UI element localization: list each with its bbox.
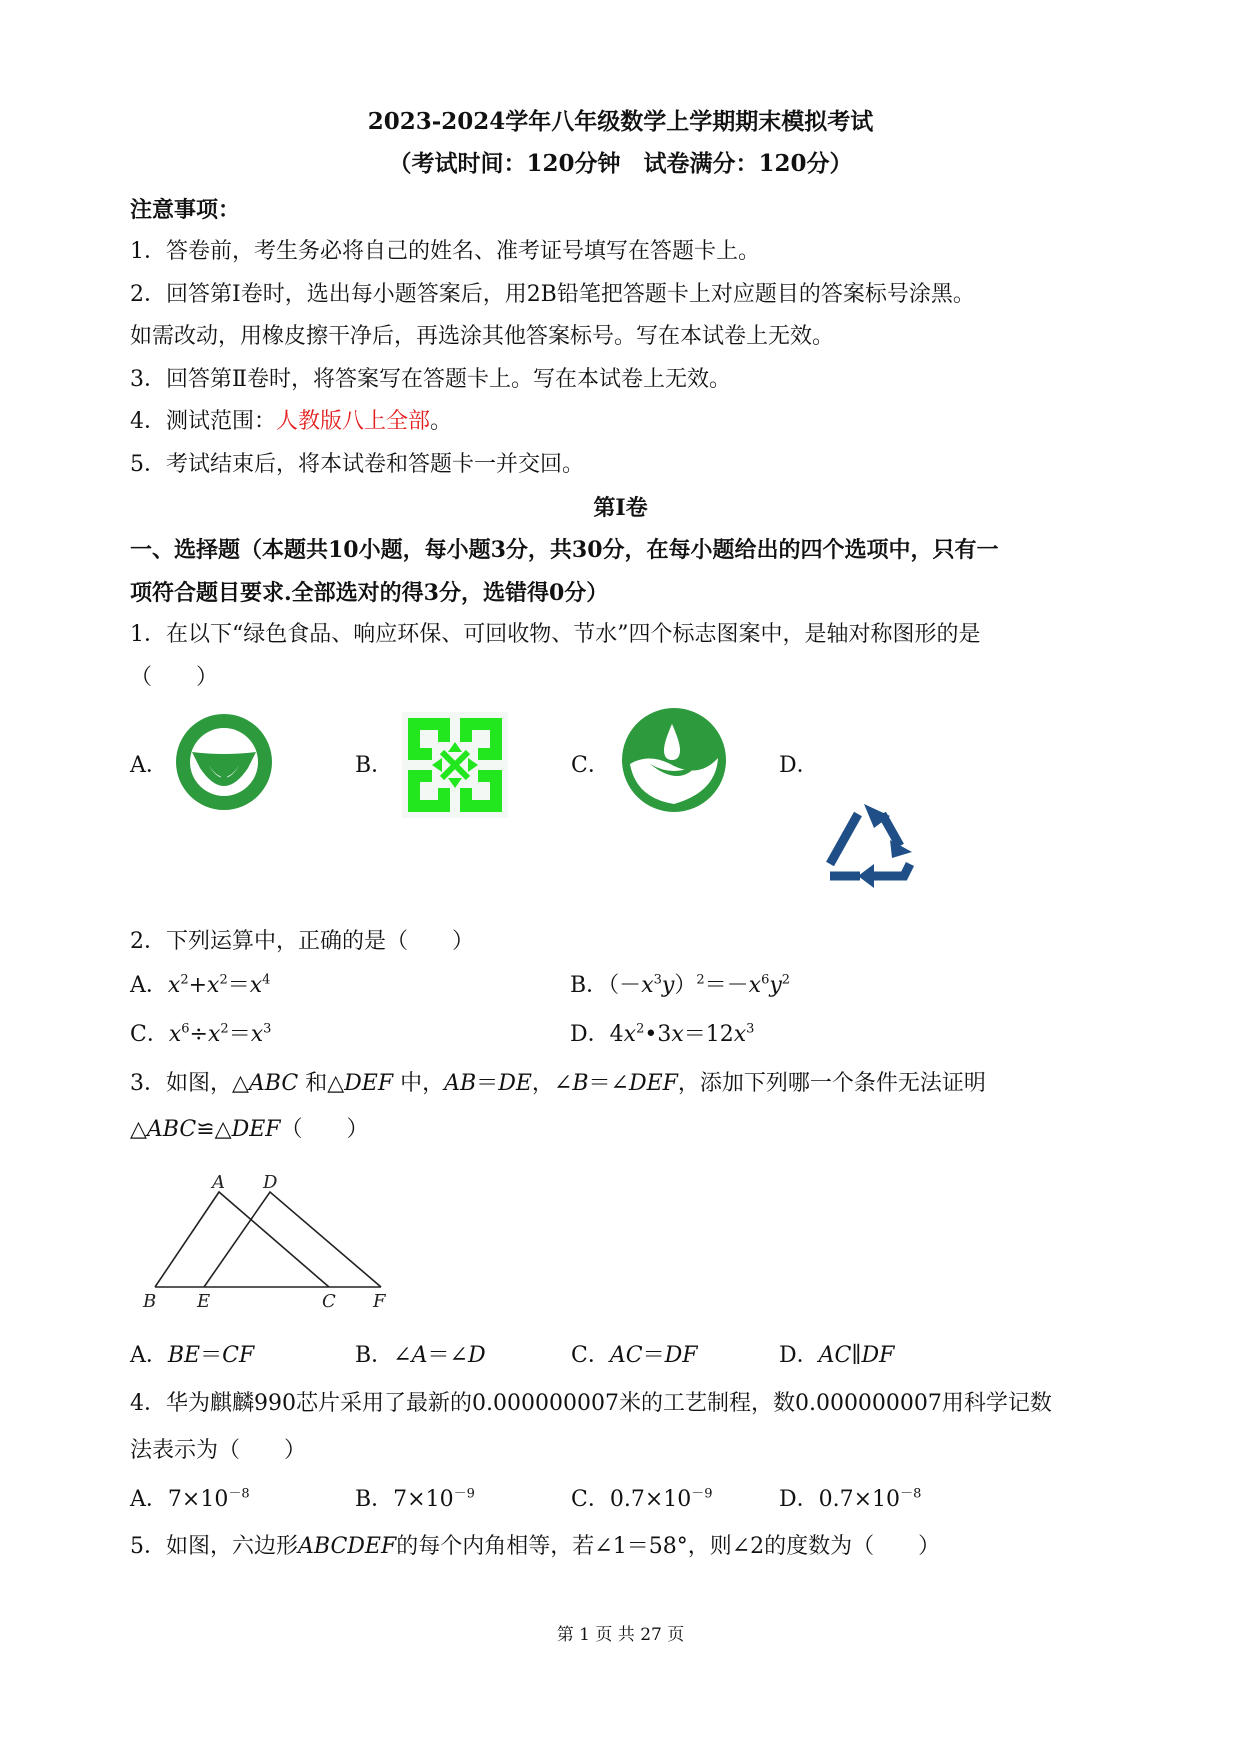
q3-label-b: B xyxy=(143,1291,157,1310)
q2-option-d-label: D． xyxy=(570,1022,610,1047)
q3-option-c: C．AC＝DF xyxy=(571,1343,698,1368)
q3-option-d: D．AC∥DF xyxy=(779,1343,895,1368)
q1-stem-line2: （ ） xyxy=(130,665,219,690)
water-saving-logo xyxy=(620,706,728,814)
notice-item-5: 5．考试结束后，将本试卷和答题卡一并交回。 xyxy=(130,452,584,477)
q3-option-a: A．BE＝CF xyxy=(130,1343,255,1368)
q4-option-d-exponent: －8 xyxy=(900,1486,922,1502)
q1-stem-line1: 1．在以下“绿色食品、响应环保、可回收物、节水”四个标志图案中，是轴对称图形的是 xyxy=(130,622,981,647)
notice-item-3: 3．回答第Ⅱ卷时，将答案写在答题卡上。写在本试卷上无效。 xyxy=(130,367,731,392)
q4-option-c-exponent: －9 xyxy=(691,1486,713,1502)
notice-heading: 注意事项： xyxy=(130,197,241,223)
notice-item-1: 1．答卷前，考生务必将自己的姓名、准考证号填写在答题卡上。 xyxy=(130,239,760,264)
q4-option-c-base: C．0.7×10 xyxy=(571,1487,692,1512)
q4-option-a-exponent: －8 xyxy=(228,1486,250,1502)
q3-stem-line1: 3．如图，△ABC 和△DEF 中，AB＝DE，∠B＝∠DEF，添加下列哪一个条件无法证明 xyxy=(130,1071,986,1096)
q2-option-c: C．$x^6\div x^2=x^3$ xyxy=(130,1021,272,1047)
q3-label-f: F xyxy=(373,1291,386,1310)
q3-label-d: D xyxy=(263,1172,278,1193)
q2-option-a-label: A． xyxy=(130,973,168,998)
notice-item-2a: 2．回答第Ⅰ卷时，选出每小题答案后，用2B铅笔把答题卡上对应题目的答案标号涂黑。 xyxy=(130,282,975,307)
q3-option-b-label: B． xyxy=(355,1343,394,1368)
q3-stem-line2: △ABC≌△DEF（ ） xyxy=(130,1117,369,1142)
q5-stem: 5．如图，六边形ABCDEF的每个内角相等，若∠1＝58°，则∠2的度数为（ ） xyxy=(130,1534,941,1559)
q1-option-a-label: A． xyxy=(130,753,168,778)
notice-item-2b: 如需改动，用橡皮擦干净后，再选涂其他答案标号。写在本试卷上无效。 xyxy=(130,324,835,349)
q2-option-b-label: B． xyxy=(570,973,609,998)
q3-label-c: C xyxy=(322,1291,336,1310)
eco-environment-logo xyxy=(402,712,508,818)
q3-option-c-label: C． xyxy=(571,1343,610,1368)
q3-stem-tail: （ ） xyxy=(280,1117,369,1142)
q4-stem-line2: 法表示为（ ） xyxy=(130,1438,307,1463)
notice-item-4-prefix: 4．测试范围： xyxy=(130,409,276,434)
test-scope: 人教版八上全部 xyxy=(276,409,431,434)
notice-item-4 xyxy=(130,408,452,436)
exam-subtitle: （考试时间：120分钟 试卷满分：120分） xyxy=(388,150,853,177)
section-heading-line1: 一、选择题（本题共10小题，每小题3分，共30分，在每小题给出的四个选项中，只有一 xyxy=(130,537,999,563)
q4-option-a-base: A．7×10 xyxy=(130,1487,229,1512)
q3-option-a-label: A． xyxy=(130,1343,168,1368)
page-footer: 第 1 页 共 27 页 xyxy=(556,1625,685,1645)
q2-option-d: D．$4x^2•3x=12x^3$ xyxy=(570,1021,755,1047)
q2-option-b: B．$(-x^3y)^2=-x^6y^2$ xyxy=(570,972,791,998)
q3-stem-number: 3．如图， xyxy=(130,1071,232,1096)
q1-option-b-label: B． xyxy=(355,753,394,778)
q3-label-a: A xyxy=(212,1172,225,1193)
volume-title: 第Ⅰ卷 xyxy=(593,495,648,521)
notice-item-4-suffix: 。 xyxy=(430,409,453,434)
q4-stem-line1: 4．华为麒麟990芯片采用了最新的0.000000007米的工艺制程，数0.000000007用科学记数 xyxy=(130,1391,1052,1416)
q3-option-d-label: D． xyxy=(779,1343,819,1368)
section-heading-line2: 项符合题目要求.全部选对的得3分，选错得0分） xyxy=(130,580,609,606)
q5-stem-tail: 的每个内角相等，若∠1＝58°，则∠2的度数为（ ） xyxy=(396,1534,941,1559)
green-food-logo xyxy=(174,712,274,812)
q5-stem-number: 5．如图，六边形 xyxy=(130,1534,298,1559)
q4-option-c xyxy=(571,1486,713,1514)
q3-option-b: B．∠A＝∠D xyxy=(355,1343,486,1368)
q4-option-b xyxy=(355,1486,475,1514)
q3-triangle-figure xyxy=(135,1170,405,1310)
exam-title: 2023-2024学年八年级数学上学期期末模拟考试 xyxy=(367,108,874,135)
q2-stem: 2．下列运算中，正确的是（ ） xyxy=(130,929,474,954)
q1-option-d-label: D． xyxy=(779,753,819,778)
q1-option-c-label: C． xyxy=(571,753,610,778)
q2-option-a: A．$x^2+x^2=x^4$ xyxy=(130,972,271,998)
q2-option-c-label: C． xyxy=(130,1022,169,1047)
q4-option-b-exponent: －9 xyxy=(453,1486,475,1502)
q4-option-a xyxy=(130,1486,250,1514)
q4-option-b-base: B．7×10 xyxy=(355,1487,454,1512)
q4-option-d-base: D．0.7×10 xyxy=(779,1487,901,1512)
q4-option-d xyxy=(779,1486,921,1514)
q3-label-e: E xyxy=(197,1291,211,1310)
recycle-icon xyxy=(820,802,920,892)
